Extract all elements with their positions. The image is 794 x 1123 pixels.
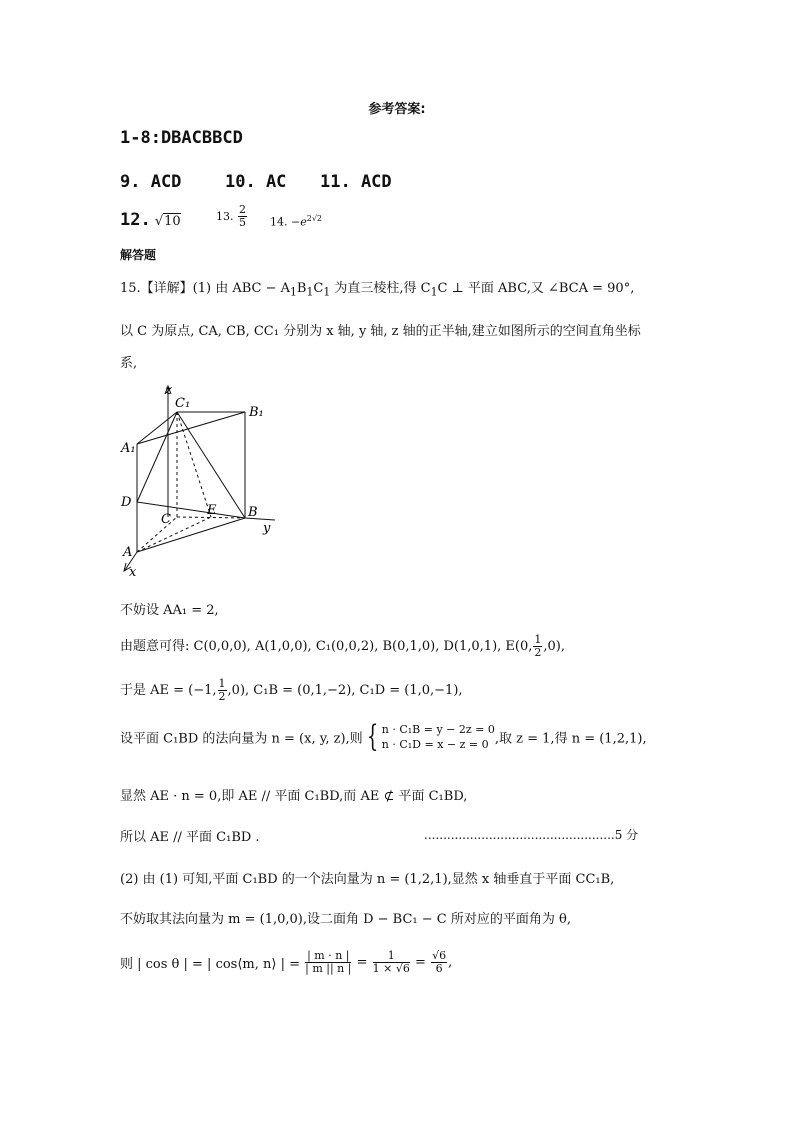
label-b1: B₁ bbox=[249, 405, 264, 420]
sol-l12-frac2 bbox=[373, 950, 410, 975]
system-brace: { bbox=[366, 719, 378, 754]
edge-ae-hidden bbox=[137, 517, 211, 552]
label-x: x bbox=[129, 565, 137, 580]
sol-line-11: 不妨取其法向量为 m = (1,0,0),设二面角 D − BC₁ − C 所对应的平面角为 θ, bbox=[120, 912, 571, 927]
label-a1: A₁ bbox=[121, 441, 136, 456]
sol-l1-d: 1 bbox=[306, 285, 314, 299]
sol-line-3: 系, bbox=[120, 356, 138, 371]
sol-l12-eq1: = bbox=[356, 955, 368, 970]
sol-l12-num3: √6 bbox=[432, 949, 447, 962]
edge-c1e-hidden bbox=[177, 412, 211, 517]
sol-l7-b: ,取 z = 1,得 n = (1,2,1), bbox=[494, 731, 647, 747]
sol-l12-a: 则 | cos θ | = | cos⟨m, n⟩ | = bbox=[120, 957, 300, 972]
label-c1: C₁ bbox=[175, 396, 191, 411]
edge-a1b1 bbox=[137, 412, 245, 444]
answer-9: 9. ACD bbox=[120, 172, 182, 192]
label-d: D bbox=[121, 495, 132, 510]
sol-l1-c: B bbox=[296, 281, 307, 296]
sol-line-8: 显然 AE · n = 0,即 AE // 平面 C₁BD,而 AE ⊄ 平面 C₁BD, bbox=[120, 789, 468, 804]
edge-ac-hidden bbox=[137, 517, 177, 552]
sol-l7-a: 设平面 C₁BD 的法向量为 n = (x, y, z),则 bbox=[120, 731, 363, 747]
edge-dc1 bbox=[137, 412, 177, 502]
label-c: C bbox=[161, 512, 171, 527]
sol-l5-num: 1 bbox=[534, 633, 542, 646]
prism-figure bbox=[115, 380, 285, 580]
sol-l5-frac bbox=[533, 634, 542, 659]
sol-l7-eq2: n · C₁D = x − z = 0 bbox=[381, 738, 489, 751]
sol-l12-den3: 6 bbox=[435, 962, 443, 975]
answer-14-row bbox=[270, 214, 322, 229]
answer-14-label: 14. bbox=[270, 215, 288, 229]
sol-l6-den: 2 bbox=[218, 690, 226, 703]
sol-l12-den2: 1 × √6 bbox=[372, 962, 410, 975]
sol-l6-a: 于是 AE = (−1, bbox=[120, 683, 217, 698]
sol-l1-e: C bbox=[313, 281, 324, 296]
sol-line-1 bbox=[120, 277, 634, 299]
section-title: 解答题 bbox=[120, 248, 157, 262]
label-y: y bbox=[263, 521, 271, 536]
edge-ab bbox=[137, 518, 245, 552]
sol-line-7 bbox=[120, 719, 647, 754]
sol-l5-b: ,0), bbox=[543, 639, 565, 654]
sol-l1-h: 1 bbox=[430, 285, 438, 299]
sol-l12-end: , bbox=[448, 955, 453, 970]
edge-a1c1 bbox=[137, 412, 177, 444]
sol-l1-b: 1 bbox=[290, 285, 297, 299]
sol-line-10: (2) 由 (1) 可知,平面 C₁BD 的一个法向量为 n = (1,2,1),显然 x 轴垂直于平面 CC₁B, bbox=[120, 872, 615, 887]
answer-13-num: 2 bbox=[239, 203, 246, 216]
answer-11: 11. ACD bbox=[320, 172, 392, 192]
sol-line-4: 不妨设 AA₁ = 2, bbox=[120, 603, 219, 618]
label-a: A bbox=[123, 545, 133, 560]
sol-l12-frac3 bbox=[431, 950, 447, 975]
label-b: B bbox=[248, 505, 258, 520]
sol-line-5 bbox=[120, 634, 565, 659]
answer-mc: 1-8:DBACBBCD bbox=[120, 128, 243, 148]
answer-12-row: 12. √10 bbox=[120, 210, 181, 230]
sol-l1-i: C ⊥ 平面 ABC,又 ∠BCA = 90°, bbox=[437, 281, 635, 296]
sol-line-12 bbox=[120, 950, 452, 975]
sol-l6-b: ,0), C₁B = (0,1,−2), C₁D = (1,0,−1), bbox=[227, 683, 463, 698]
page-title: 参考答案: bbox=[368, 102, 426, 117]
sol-l6-num: 1 bbox=[218, 677, 226, 690]
edge-db bbox=[137, 502, 245, 518]
sol-l1-g: 为直三棱柱,得 C bbox=[330, 281, 431, 296]
sol-line-9: 所以 AE // 平面 C₁BD . bbox=[120, 830, 260, 845]
answer-13-fraction bbox=[238, 204, 247, 229]
sol-line-2: 以 C 为原点, CA, CB, CC₁ 分别为 x 轴, y 轴, z 轴的正半轴,建立如图所示的空间直角坐标 bbox=[120, 324, 641, 339]
answer-12-value: 10 bbox=[164, 214, 181, 229]
label-z: z bbox=[165, 383, 172, 398]
sol-l12-eq2: = bbox=[415, 955, 426, 970]
answer-14-value: −e bbox=[291, 215, 307, 229]
sol-l1-a: 15.【详解】(1) 由 ABC − A bbox=[120, 281, 291, 296]
equation-system bbox=[382, 722, 495, 752]
answer-12-label: 12. bbox=[120, 210, 151, 230]
sol-l12-num2: 1 bbox=[373, 950, 410, 963]
sol-l1-f: 1 bbox=[323, 285, 331, 299]
answer-14-exp: 2√2 bbox=[306, 214, 323, 223]
answer-13-den: 5 bbox=[239, 216, 246, 229]
score-note: ..................................................5 分 bbox=[424, 828, 639, 842]
sol-l12-den1: | m || n | bbox=[305, 962, 352, 975]
sol-l12-num1: | m · n | bbox=[307, 949, 350, 962]
sol-l5-a: 由题意可得: C(0,0,0), A(1,0,0), C₁(0,0,2), B(0,1,0), D(1,0,1), E(0, bbox=[120, 639, 533, 654]
answer-13-label: 13. bbox=[216, 210, 234, 223]
sol-l7-eq1: n · C₁B = y − 2z = 0 bbox=[381, 723, 495, 736]
label-e: E bbox=[207, 503, 217, 518]
sol-l6-frac bbox=[218, 678, 227, 703]
sol-l12-frac1 bbox=[305, 950, 351, 975]
sol-l5-den: 2 bbox=[534, 646, 542, 659]
sol-line-6 bbox=[120, 678, 463, 703]
answer-10: 10. AC bbox=[225, 172, 287, 192]
answer-13-row bbox=[216, 204, 248, 229]
